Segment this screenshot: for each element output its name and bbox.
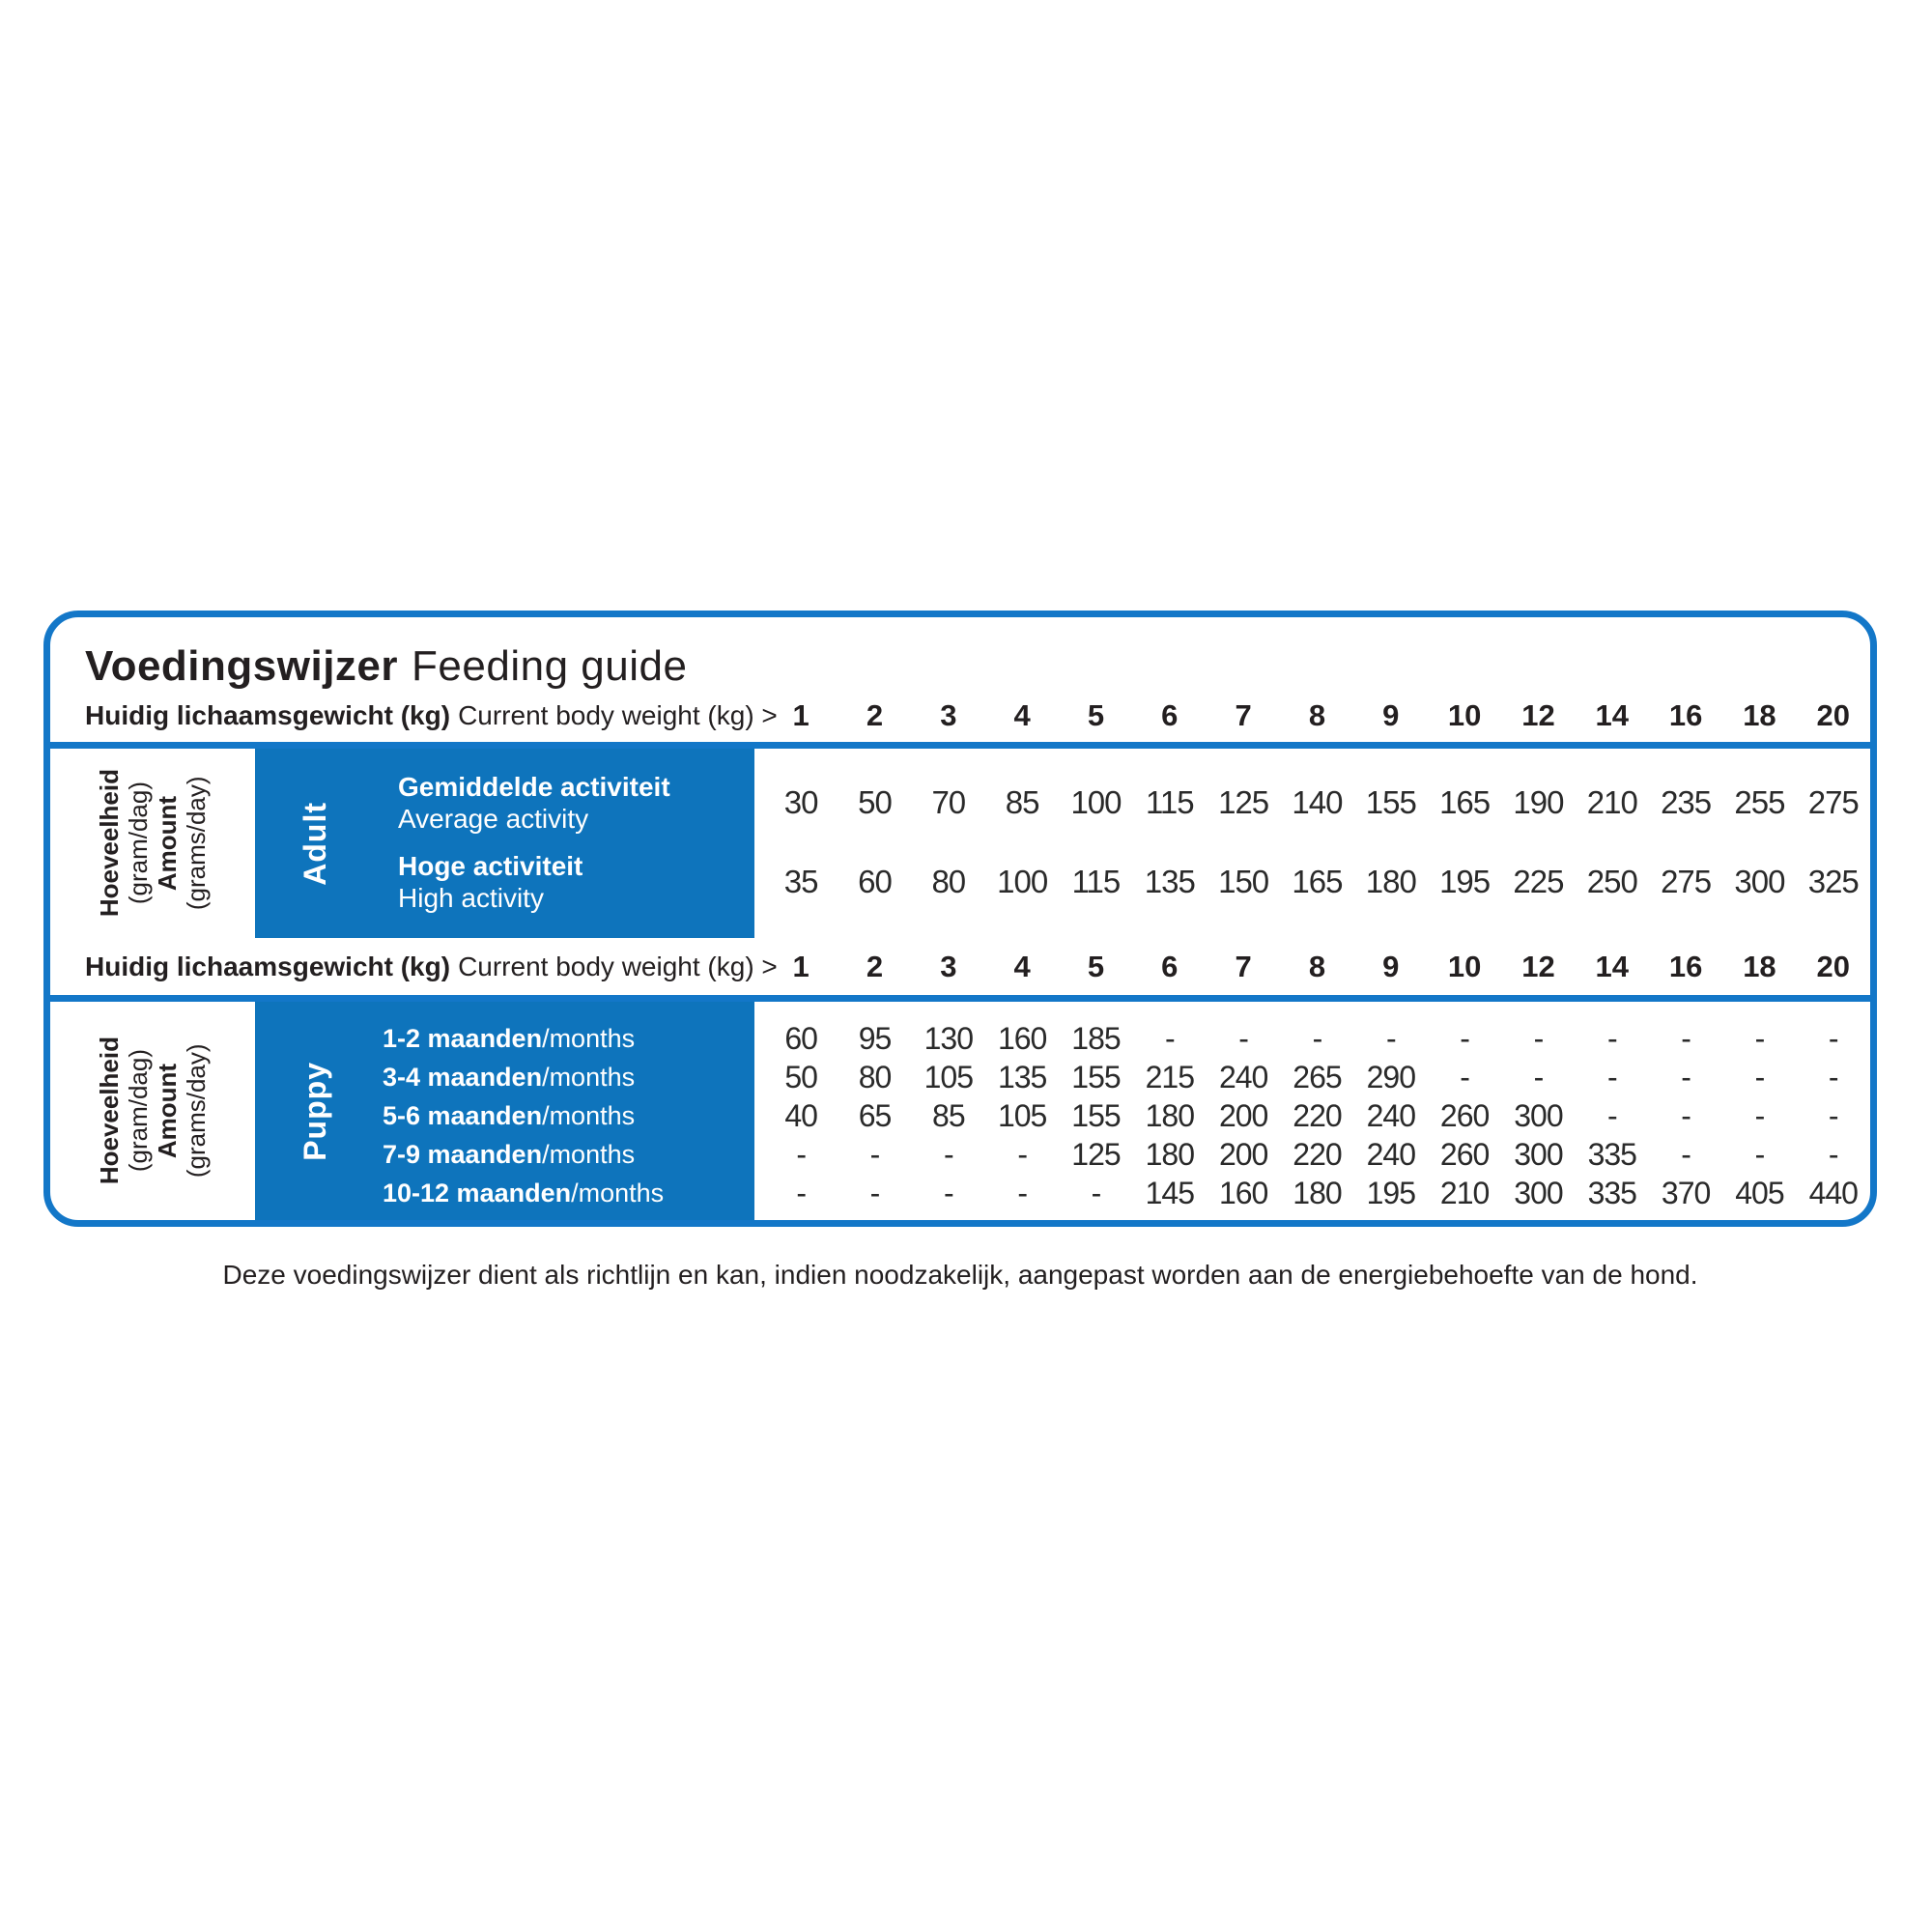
amount-axis-label-text [95,1037,211,1184]
amount-value-cell: 200 [1218,1136,1268,1172]
weight-header-label-en: Current body weight (kg) > [458,699,778,730]
amount-value-cell: 180 [1145,1097,1194,1133]
amount-value-cell: 35 [783,864,818,899]
amount-value-cell: 40 [784,1097,817,1133]
amount-value-cell: 370 [1661,1175,1711,1210]
weight-cell: 12 [1521,949,1555,983]
weight-cell: 7 [1235,949,1252,983]
weight-cell: 14 [1595,949,1630,983]
amount-value-cell: 150 [1218,864,1269,899]
amount-label-en: Amount [153,795,182,892]
amount-label-nl-unit: (gram/dag) [124,1049,153,1173]
amount-label-en-unit: (grams/day) [182,776,211,911]
amount-value-cell: 220 [1293,1097,1342,1133]
puppy-3-4-values [764,1058,1870,1096]
amount-value-cell: 300 [1514,1175,1563,1210]
adult-data [764,749,1870,938]
amount-value-cell: 160 [997,1020,1047,1056]
amount-value-cell: 265 [1293,1059,1342,1094]
amount-value-cell: 30 [783,784,818,820]
weight-cell: 20 [1816,949,1850,983]
puppy-row-label-7-9 [383,1135,754,1174]
weight-cell: 1 [792,697,810,732]
amount-value-cell: - [1460,1020,1469,1056]
amount-value-cell: - [1460,1059,1469,1094]
amount-value-cell: 145 [1145,1175,1194,1210]
amount-value-cell: 190 [1513,784,1564,820]
weight-cell: 10 [1447,697,1482,732]
amount-value-cell: - [1385,1020,1396,1056]
amount-value-cell: - [1312,1020,1322,1056]
amount-value-cell: 220 [1293,1136,1342,1172]
weight-header-label [50,951,778,982]
weight-cell: 16 [1668,949,1703,983]
months-5-6-en: /months [542,1100,636,1130]
divider-line [50,995,1870,1002]
weight-cell: 18 [1743,697,1776,732]
amount-value-cell: 240 [1366,1097,1415,1133]
amount-value-cell: - [1681,1059,1690,1094]
amount-value-cell: 105 [997,1097,1047,1133]
amount-value-cell: - [1017,1175,1027,1210]
amount-value-cell: 95 [858,1020,892,1056]
amount-value-cell: - [796,1175,806,1210]
adult-category-box [255,749,754,938]
amount-value-cell: 155 [1071,1097,1121,1133]
amount-value-cell: 180 [1145,1136,1194,1172]
amount-value-cell: 130 [923,1020,974,1056]
puppy-row-labels [375,1002,754,1220]
amount-value-cell: 210 [1439,1175,1490,1210]
months-10-12-en: /months [571,1178,665,1208]
months-7-9-en: /months [542,1139,636,1169]
weight-cell: 1 [792,949,810,983]
puppy-row-label-5-6 [383,1096,754,1135]
months-10-12-nl: 10-12 maanden [383,1178,572,1208]
weight-columns [764,698,1870,733]
weight-cell: 12 [1521,697,1555,732]
amount-value-cell: - [1091,1175,1101,1210]
amount-value-cell: 335 [1587,1175,1636,1210]
amount-value-cell: 125 [1071,1136,1121,1172]
amount-value-cell: 140 [1292,784,1343,820]
amount-axis-label [50,1002,255,1220]
weight-header-label [50,699,778,731]
footer-note: Deze voedingswijzer dient als richtlijn en kan, indien noodzakelijk, aangepast worden aan de energiebehoefte van de hond. [222,1260,1698,1290]
amount-value-cell: 50 [784,1059,817,1094]
weight-cell: 9 [1382,697,1400,732]
title-row [50,617,1870,689]
puppy-row-label-3-4 [383,1058,754,1096]
title-dutch: Voedingswijzer [85,642,399,690]
weight-cell: 2 [866,949,884,983]
amount-label-nl: Hoeveelheid [95,1037,124,1185]
amount-value-cell: 235 [1661,784,1712,820]
adult-row-label-high [398,842,754,922]
amount-value-cell: 155 [1365,784,1416,820]
weight-header-label-nl: Huidig lichaamsgewicht (kg) [85,951,451,981]
puppy-category-col [255,1002,375,1220]
amount-value-cell: - [943,1175,953,1210]
puppy-5-6-values [764,1096,1870,1135]
adult-category-label: Adult [298,801,332,886]
weight-cell: 20 [1816,697,1850,732]
amount-label-en: Amount [153,1063,182,1159]
amount-value-cell: 225 [1513,864,1564,899]
adult-high-values [764,842,1870,922]
amount-value-cell: 155 [1071,1059,1121,1094]
adult-category-col [255,749,375,938]
weight-cell: 10 [1447,949,1482,983]
weight-cell: 8 [1308,697,1326,732]
amount-value-cell: 200 [1218,1097,1268,1133]
amount-value-cell: 210 [1586,784,1637,820]
amount-value-cell: - [943,1136,953,1172]
puppy-category-label: Puppy [298,1061,332,1161]
amount-value-cell: - [1754,1136,1765,1172]
amount-value-cell: 80 [931,864,966,899]
amount-value-cell: - [1681,1097,1690,1133]
amount-value-cell: - [1681,1020,1690,1056]
amount-label-en-unit: (grams/day) [182,1043,211,1179]
amount-value-cell: - [1606,1097,1617,1133]
amount-value-cell: 275 [1807,784,1859,820]
amount-value-cell: 195 [1366,1175,1415,1210]
amount-value-cell: - [1828,1020,1838,1056]
weight-cell: 2 [866,697,884,732]
amount-label-nl-unit: (gram/dag) [124,781,153,905]
puppy-row-label-1-2 [383,1019,754,1058]
amount-label-nl: Hoeveelheid [95,769,124,918]
amount-value-cell: - [1164,1020,1175,1056]
amount-value-cell: - [1828,1059,1838,1094]
amount-value-cell: - [1606,1059,1617,1094]
weight-header-label-nl: Huidig lichaamsgewicht (kg) [85,699,451,730]
amount-value-cell: - [1828,1097,1838,1133]
amount-value-cell: 115 [1145,784,1194,820]
months-1-2-en: /months [542,1023,636,1053]
amount-value-cell: - [796,1136,806,1172]
amount-value-cell: 275 [1661,864,1712,899]
months-7-9-nl: 7-9 maanden [383,1139,543,1169]
average-activity-en: Average activity [398,804,589,834]
weight-header-puppy [50,938,1870,995]
amount-value-cell: 60 [784,1020,817,1056]
puppy-row-label-10-12 [383,1174,754,1212]
puppy-data [764,1002,1870,1220]
amount-value-cell: 85 [932,1097,965,1133]
amount-value-cell: 185 [1071,1020,1121,1056]
amount-value-cell: 300 [1514,1097,1563,1133]
amount-value-cell: 100 [1070,784,1122,820]
weight-cell: 9 [1382,949,1400,983]
amount-value-cell: 100 [997,864,1048,899]
weight-cell: 16 [1668,697,1703,732]
feeding-guide-table [43,611,1877,1227]
amount-value-cell: 180 [1293,1175,1342,1210]
amount-value-cell: 60 [858,864,892,899]
puppy-10-12-values [764,1174,1870,1212]
weight-cell: 6 [1161,949,1179,983]
amount-value-cell: 300 [1514,1136,1563,1172]
spacer [754,749,764,938]
amount-value-cell: 105 [923,1059,974,1094]
high-activity-en: High activity [398,883,544,913]
puppy-7-9-values [764,1135,1870,1174]
months-5-6-nl: 5-6 maanden [383,1100,543,1130]
amount-value-cell: - [869,1136,880,1172]
amount-value-cell: 300 [1734,864,1785,899]
puppy-category-box [255,1002,754,1220]
amount-value-cell: 50 [858,784,892,820]
amount-value-cell: 85 [1005,784,1039,820]
amount-value-cell: 195 [1439,864,1491,899]
adult-section [50,749,1870,938]
weight-cell: 18 [1743,949,1776,983]
amount-axis-label [50,749,255,938]
spacer [754,1002,764,1220]
amount-value-cell: 125 [1218,784,1269,820]
amount-value-cell: - [1017,1136,1027,1172]
amount-value-cell: 325 [1807,864,1859,899]
weight-cell: 5 [1087,697,1105,732]
puppy-1-2-values [764,1019,1870,1058]
weight-cell: 3 [940,949,957,983]
amount-value-cell: 260 [1439,1097,1490,1133]
amount-value-cell: - [1828,1136,1838,1172]
amount-value-cell: - [1238,1020,1248,1056]
weight-header-adult [50,689,1870,742]
weight-cell: 6 [1161,697,1179,732]
weight-cell: 4 [1013,949,1031,983]
amount-value-cell: 65 [858,1097,892,1133]
amount-value-cell: 335 [1587,1136,1636,1172]
weight-header-label-en: Current body weight (kg) > [458,951,778,981]
amount-value-cell: 255 [1734,784,1785,820]
amount-value-cell: - [1606,1020,1617,1056]
weight-cell: 5 [1087,949,1105,983]
amount-value-cell: 440 [1808,1175,1858,1210]
months-3-4-nl: 3-4 maanden [383,1062,543,1092]
amount-value-cell: 115 [1071,864,1121,899]
amount-value-cell: 160 [1218,1175,1268,1210]
title-english: Feeding guide [412,642,688,690]
weight-cell: 4 [1013,697,1031,732]
amount-value-cell: 70 [931,784,966,820]
amount-value-cell: 215 [1145,1059,1194,1094]
amount-value-cell: - [1533,1020,1544,1056]
amount-value-cell: 135 [997,1059,1047,1094]
amount-value-cell: - [1533,1059,1544,1094]
amount-value-cell: - [1681,1136,1690,1172]
weight-cell: 14 [1595,697,1630,732]
high-activity-nl: Hoge activiteit [398,851,583,881]
adult-row-label-average [398,763,754,842]
amount-value-cell: 405 [1735,1175,1784,1210]
amount-value-cell: 165 [1439,784,1491,820]
amount-value-cell: 135 [1144,864,1195,899]
amount-value-cell: 250 [1586,864,1637,899]
weight-cell: 3 [940,697,957,732]
amount-value-cell: - [1754,1020,1765,1056]
amount-value-cell: 180 [1365,864,1416,899]
amount-value-cell: 240 [1366,1136,1415,1172]
amount-value-cell: 165 [1292,864,1343,899]
amount-value-cell: 290 [1366,1059,1415,1094]
puppy-section [50,1002,1870,1220]
amount-value-cell: 240 [1218,1059,1268,1094]
amount-value-cell: - [1754,1059,1765,1094]
amount-value-cell: 260 [1439,1136,1490,1172]
divider-line [50,742,1870,749]
weight-cell: 7 [1235,697,1252,732]
months-1-2-nl: 1-2 maanden [383,1023,543,1053]
adult-average-values [764,763,1870,842]
average-activity-nl: Gemiddelde activiteit [398,772,670,802]
amount-value-cell: 80 [858,1059,892,1094]
adult-row-labels [375,749,754,938]
amount-axis-label-text [95,769,211,917]
weight-columns [764,950,1870,984]
months-3-4-en: /months [542,1062,636,1092]
amount-value-cell: - [869,1175,880,1210]
amount-value-cell: - [1754,1097,1765,1133]
weight-cell: 8 [1308,949,1326,983]
